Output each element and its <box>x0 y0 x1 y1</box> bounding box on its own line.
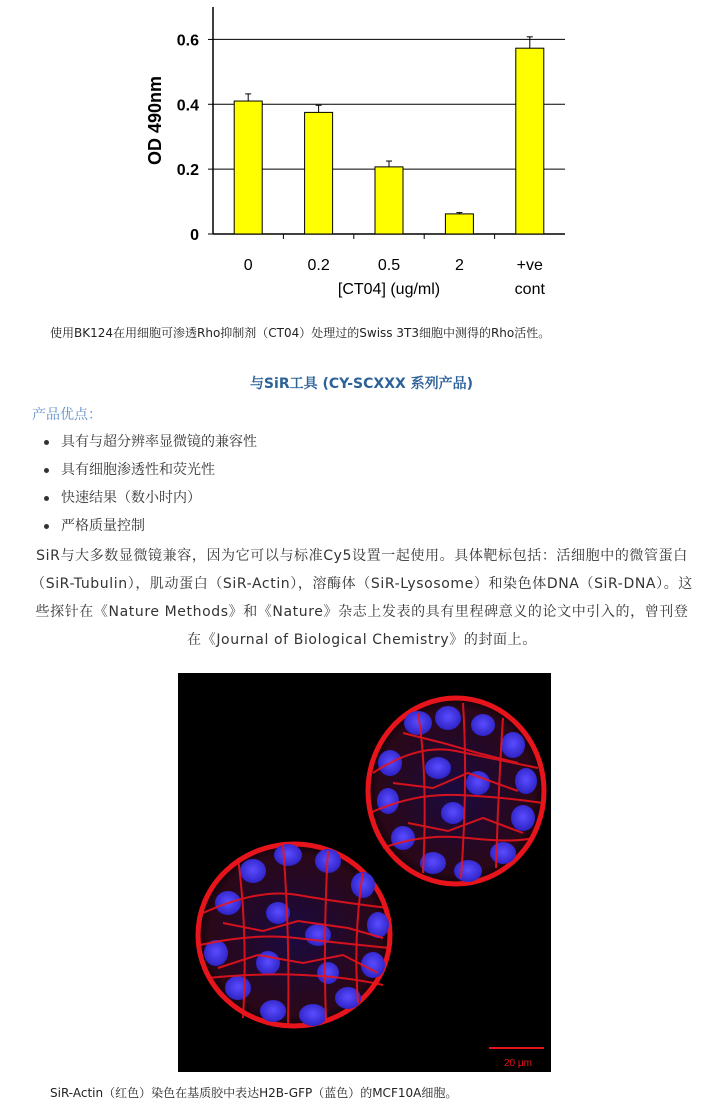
bar-chart <box>0 0 723 310</box>
microscopy-image <box>178 673 551 1072</box>
bar <box>375 167 403 234</box>
list-item: 具有细胞渗透性和荧光性 <box>0 458 257 486</box>
scale-bar <box>489 1048 544 1069</box>
image-caption: SiR-Actin（红色）染色在基质胶中表达H2B-GFP（蓝色）的MCF10A细胞。 <box>50 1086 458 1100</box>
bar <box>305 112 333 234</box>
organoid-upper-right <box>368 698 544 884</box>
y-tick-label: 0.2 <box>176 162 199 180</box>
chart-caption: 使用BK124在用细胞可渗透Rho抑制剂（CT04）处理过的Swiss 3T3细胞中测得的Rho活性。 <box>50 326 551 340</box>
y-tick-label: 0.6 <box>176 32 199 50</box>
features-list <box>0 430 257 542</box>
x-tick-label: 2 <box>454 257 464 274</box>
bar <box>234 101 262 234</box>
list-item: 具有与超分辨率显微镜的兼容性 <box>0 430 257 458</box>
organoid-lower-left <box>198 844 390 1026</box>
scale-bar-label: 20 μm <box>504 1058 532 1069</box>
description-paragraph: SiR与大多数显微镜兼容，因为它可以与标准Cy5设置一起使用。具体靶标包括：活细胞中的微管蛋白（SiR-Tubulin），肌动蛋白（SiR-Actin），溶酶体（SiR-Lysosome）和染色体DNA（SiR-DNA）。这些探针在《Nature Methods》和《Nature》杂志上发表的具有里程碑意义的论文中引入的，曾刊登在《Journal of Biological Chemistry》的封面上。 <box>31 548 693 648</box>
y-tick-label: 0.4 <box>176 97 199 115</box>
section-title: 与SiR工具 (CY-SCXXX 系列产品) <box>249 376 474 392</box>
y-tick-label: 0 <box>190 227 199 244</box>
bar <box>445 214 473 234</box>
list-item: 严格质量控制 <box>0 514 257 542</box>
x-axis-label: [CT04] (ug/ml) <box>337 281 441 298</box>
advantages-label: 产品优点： <box>32 407 102 423</box>
bar <box>516 48 544 234</box>
x-tick-label: cont <box>514 281 545 298</box>
x-tick-label: +ve <box>516 257 543 274</box>
y-axis-label: OD 490nm <box>145 75 165 166</box>
x-tick-label: 0.2 <box>307 257 330 274</box>
x-tick-label: 0 <box>243 257 253 274</box>
list-item: 快速结果（数小时内） <box>0 486 257 514</box>
x-tick-label: 0.5 <box>377 257 401 274</box>
